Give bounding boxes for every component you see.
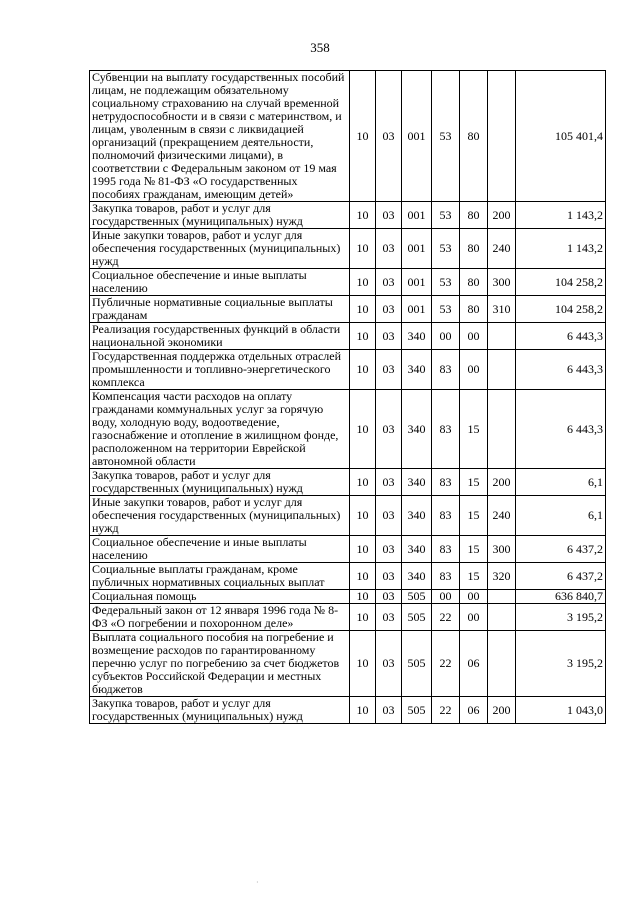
expense-type-code-cell: 240 bbox=[488, 496, 516, 536]
subsection-code-cell: 03 bbox=[376, 269, 402, 296]
table-row bbox=[90, 590, 606, 604]
subsection-code-cell: 03 bbox=[376, 631, 402, 697]
expense-name-cell: Иные закупки товаров, работ и услуг для обеспечения государственных (муниципальных) нужд bbox=[90, 496, 350, 536]
section-code-cell: 10 bbox=[350, 697, 376, 724]
target-article-code-3-cell: 80 bbox=[460, 202, 488, 229]
expense-type-code-cell: 300 bbox=[488, 269, 516, 296]
section-code-cell: 10 bbox=[350, 563, 376, 590]
target-article-code-2-cell: 53 bbox=[432, 296, 460, 323]
section-code-cell: 10 bbox=[350, 590, 376, 604]
amount-cell: 1 143,2 bbox=[516, 229, 606, 269]
target-article-code-1-cell: 001 bbox=[402, 229, 432, 269]
target-article-code-3-cell: 06 bbox=[460, 697, 488, 724]
expense-type-code-cell: 200 bbox=[488, 469, 516, 496]
table-row bbox=[90, 563, 606, 590]
table-row bbox=[90, 496, 606, 536]
expense-type-code-cell: 200 bbox=[488, 697, 516, 724]
expense-name-cell: Социальное обеспечение и иные выплаты населению bbox=[90, 536, 350, 563]
target-article-code-1-cell: 340 bbox=[402, 350, 432, 390]
target-article-code-1-cell: 001 bbox=[402, 296, 432, 323]
expense-name-cell: Компенсация части расходов на оплату гражданами коммунальных услуг за горячую воду, холодную воду, водоотведение, газоснабжение и отопление в жилищном фонде, расположенном на территории Еврейской автономной области bbox=[90, 390, 350, 469]
subsection-code-cell: 03 bbox=[376, 296, 402, 323]
subsection-code-cell: 03 bbox=[376, 590, 402, 604]
expense-type-code-cell bbox=[488, 350, 516, 390]
target-article-code-2-cell: 22 bbox=[432, 631, 460, 697]
table-row bbox=[90, 631, 606, 697]
section-code-cell: 10 bbox=[350, 536, 376, 563]
expense-type-code-cell bbox=[488, 631, 516, 697]
subsection-code-cell: 03 bbox=[376, 469, 402, 496]
section-code-cell: 10 bbox=[350, 390, 376, 469]
amount-cell: 3 195,2 bbox=[516, 631, 606, 697]
amount-cell: 6,1 bbox=[516, 496, 606, 536]
expense-name-cell: Социальные выплаты гражданам, кроме публичных нормативных социальных выплат bbox=[90, 563, 350, 590]
expense-type-code-cell bbox=[488, 71, 516, 202]
target-article-code-3-cell: 00 bbox=[460, 323, 488, 350]
expense-name-cell: Выплата социального пособия на погребение и возмещение расходов по гарантированному перечню услуг по погребению за счет бюджетов субъектов Российской Федерации и местных бюджетов bbox=[90, 631, 350, 697]
amount-cell: 104 258,2 bbox=[516, 296, 606, 323]
subsection-code-cell: 03 bbox=[376, 536, 402, 563]
page-number: 358 bbox=[310, 40, 330, 55]
target-article-code-1-cell: 340 bbox=[402, 323, 432, 350]
target-article-code-3-cell: 80 bbox=[460, 296, 488, 323]
target-article-code-1-cell: 340 bbox=[402, 496, 432, 536]
section-code-cell: 10 bbox=[350, 296, 376, 323]
section-code-cell: 10 bbox=[350, 496, 376, 536]
expense-type-code-cell: 240 bbox=[488, 229, 516, 269]
expense-name-cell: Социальная помощь bbox=[90, 590, 350, 604]
target-article-code-2-cell: 53 bbox=[432, 229, 460, 269]
amount-cell: 1 043,0 bbox=[516, 697, 606, 724]
target-article-code-2-cell: 53 bbox=[432, 71, 460, 202]
subsection-code-cell: 03 bbox=[376, 202, 402, 229]
target-article-code-2-cell: 83 bbox=[432, 536, 460, 563]
expense-type-code-cell bbox=[488, 390, 516, 469]
target-article-code-1-cell: 001 bbox=[402, 202, 432, 229]
table-row bbox=[90, 390, 606, 469]
expense-type-code-cell bbox=[488, 590, 516, 604]
expense-name-cell: Закупка товаров, работ и услуг для государственных (муниципальных) нужд bbox=[90, 697, 350, 724]
expense-name-cell: Субвенции на выплату государственных пособий лицам, не подлежащим обязательному социальному страхованию на случай временной нетрудоспособности и в связи с материнством, и лицам, уволенным в связи с ликвидацией организаций (прекращением деятельности, полномочий физическими лицами), в соответствии с Федеральным законом от 19 мая 1995 года № 81-ФЗ «О государственных пособиях гражданам, имеющим детей» bbox=[90, 71, 350, 202]
table-row bbox=[90, 350, 606, 390]
expense-type-code-cell: 310 bbox=[488, 296, 516, 323]
amount-cell: 6,1 bbox=[516, 469, 606, 496]
amount-cell: 104 258,2 bbox=[516, 269, 606, 296]
target-article-code-1-cell: 340 bbox=[402, 390, 432, 469]
target-article-code-2-cell: 83 bbox=[432, 390, 460, 469]
amount-cell: 6 443,3 bbox=[516, 350, 606, 390]
section-code-cell: 10 bbox=[350, 71, 376, 202]
target-article-code-3-cell: 00 bbox=[460, 350, 488, 390]
table-row bbox=[90, 697, 606, 724]
target-article-code-1-cell: 340 bbox=[402, 536, 432, 563]
target-article-code-1-cell: 340 bbox=[402, 469, 432, 496]
target-article-code-2-cell: 83 bbox=[432, 469, 460, 496]
table-row bbox=[90, 229, 606, 269]
target-article-code-3-cell: 06 bbox=[460, 631, 488, 697]
expense-type-code-cell: 200 bbox=[488, 202, 516, 229]
amount-cell: 105 401,4 bbox=[516, 71, 606, 202]
target-article-code-2-cell: 83 bbox=[432, 350, 460, 390]
expense-name-cell: Реализация государственных функций в области национальной экономики bbox=[90, 323, 350, 350]
target-article-code-3-cell: 80 bbox=[460, 269, 488, 296]
table-row bbox=[90, 604, 606, 631]
subsection-code-cell: 03 bbox=[376, 229, 402, 269]
expense-name-cell: Публичные нормативные социальные выплаты гражданам bbox=[90, 296, 350, 323]
subsection-code-cell: 03 bbox=[376, 390, 402, 469]
target-article-code-2-cell: 00 bbox=[432, 590, 460, 604]
expense-name-cell: Иные закупки товаров, работ и услуг для обеспечения государственных (муниципальных) нужд bbox=[90, 229, 350, 269]
subsection-code-cell: 03 bbox=[376, 604, 402, 631]
target-article-code-1-cell: 340 bbox=[402, 563, 432, 590]
table-row bbox=[90, 71, 606, 202]
expense-name-cell: Федеральный закон от 12 января 1996 года № 8-ФЗ «О погребении и похоронном деле» bbox=[90, 604, 350, 631]
expense-name-cell: Закупка товаров, работ и услуг для государственных (муниципальных) нужд bbox=[90, 202, 350, 229]
target-article-code-1-cell: 001 bbox=[402, 269, 432, 296]
section-code-cell: 10 bbox=[350, 469, 376, 496]
table-row bbox=[90, 202, 606, 229]
target-article-code-2-cell: 83 bbox=[432, 563, 460, 590]
target-article-code-2-cell: 22 bbox=[432, 697, 460, 724]
target-article-code-3-cell: 15 bbox=[460, 536, 488, 563]
table-row bbox=[90, 296, 606, 323]
amount-cell: 6 443,3 bbox=[516, 390, 606, 469]
table-row bbox=[90, 536, 606, 563]
subsection-code-cell: 03 bbox=[376, 71, 402, 202]
amount-cell: 636 840,7 bbox=[516, 590, 606, 604]
expense-type-code-cell: 300 bbox=[488, 536, 516, 563]
target-article-code-2-cell: 53 bbox=[432, 202, 460, 229]
table-row bbox=[90, 269, 606, 296]
target-article-code-3-cell: 80 bbox=[460, 229, 488, 269]
subsection-code-cell: 03 bbox=[376, 697, 402, 724]
section-code-cell: 10 bbox=[350, 202, 376, 229]
expense-type-code-cell: 320 bbox=[488, 563, 516, 590]
table-row bbox=[90, 469, 606, 496]
section-code-cell: 10 bbox=[350, 631, 376, 697]
budget-table bbox=[89, 70, 606, 724]
target-article-code-3-cell: 00 bbox=[460, 590, 488, 604]
target-article-code-3-cell: 00 bbox=[460, 604, 488, 631]
target-article-code-3-cell: 15 bbox=[460, 496, 488, 536]
section-code-cell: 10 bbox=[350, 229, 376, 269]
section-code-cell: 10 bbox=[350, 350, 376, 390]
expense-name-cell: Государственная поддержка отдельных отраслей промышленности и топливно-энергетического комплекса bbox=[90, 350, 350, 390]
scan-mark: · bbox=[256, 878, 259, 887]
amount-cell: 6 443,3 bbox=[516, 323, 606, 350]
section-code-cell: 10 bbox=[350, 604, 376, 631]
amount-cell: 6 437,2 bbox=[516, 563, 606, 590]
subsection-code-cell: 03 bbox=[376, 323, 402, 350]
target-article-code-1-cell: 001 bbox=[402, 71, 432, 202]
target-article-code-2-cell: 22 bbox=[432, 604, 460, 631]
target-article-code-3-cell: 15 bbox=[460, 563, 488, 590]
target-article-code-2-cell: 00 bbox=[432, 323, 460, 350]
target-article-code-1-cell: 505 bbox=[402, 631, 432, 697]
target-article-code-1-cell: 505 bbox=[402, 590, 432, 604]
section-code-cell: 10 bbox=[350, 323, 376, 350]
amount-cell: 1 143,2 bbox=[516, 202, 606, 229]
expense-name-cell: Закупка товаров, работ и услуг для государственных (муниципальных) нужд bbox=[90, 469, 350, 496]
target-article-code-3-cell: 15 bbox=[460, 469, 488, 496]
target-article-code-3-cell: 80 bbox=[460, 71, 488, 202]
amount-cell: 3 195,2 bbox=[516, 604, 606, 631]
target-article-code-1-cell: 505 bbox=[402, 697, 432, 724]
subsection-code-cell: 03 bbox=[376, 496, 402, 536]
amount-cell: 6 437,2 bbox=[516, 536, 606, 563]
target-article-code-1-cell: 505 bbox=[402, 604, 432, 631]
subsection-code-cell: 03 bbox=[376, 563, 402, 590]
target-article-code-2-cell: 83 bbox=[432, 496, 460, 536]
table-row bbox=[90, 323, 606, 350]
target-article-code-3-cell: 15 bbox=[460, 390, 488, 469]
expense-type-code-cell bbox=[488, 604, 516, 631]
target-article-code-2-cell: 53 bbox=[432, 269, 460, 296]
budget-table-body bbox=[90, 71, 606, 724]
subsection-code-cell: 03 bbox=[376, 350, 402, 390]
expense-type-code-cell bbox=[488, 323, 516, 350]
expense-name-cell: Социальное обеспечение и иные выплаты населению bbox=[90, 269, 350, 296]
section-code-cell: 10 bbox=[350, 269, 376, 296]
